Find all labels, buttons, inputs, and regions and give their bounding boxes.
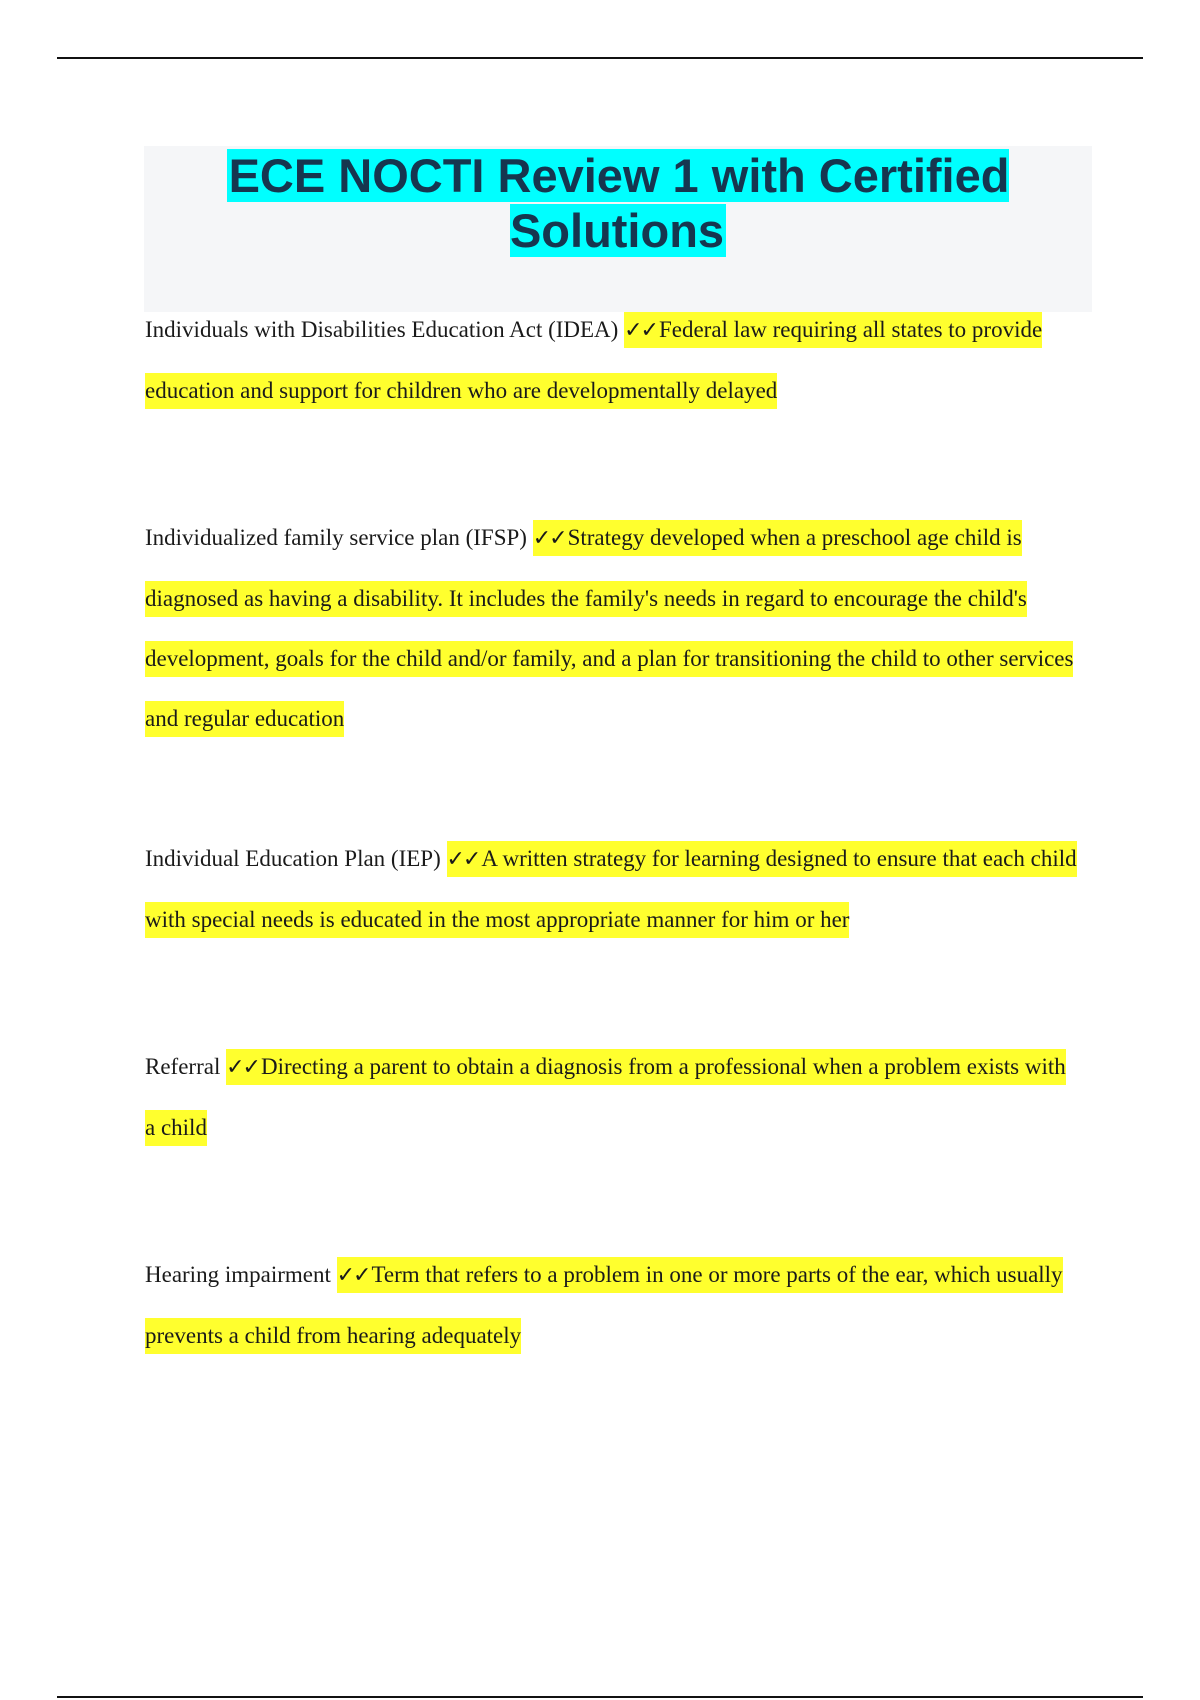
double-check-icon: ✓✓ [624,318,657,343]
entry-definition: Term that refers to a problem in one or more parts of the ear, which usually prevents a child from hearing adequately [145,1262,1063,1348]
entry-answer [145,1049,1066,1146]
title-block [144,146,1092,312]
entry-definition: Federal law requiring all states to provide education and support for children who are developmentally delayed [145,317,1043,403]
top-rule [57,57,1143,59]
title-highlight: ECE NOCTI Review 1 with Certified Solutions [228,149,1010,257]
entry-definition: Strategy developed when a preschool age child is diagnosed as having a disability. It includes the family's needs in regard to encourage the child's development, goals for the child and/or family, and a plan for transitioning the child to other services and regular education [145,525,1074,731]
entry-idea [145,300,1080,421]
entry-answer [145,520,1073,737]
double-check-icon: ✓✓ [532,526,566,551]
double-check-icon: ✓✓ [336,1263,370,1288]
entry-term: Individualized family service plan (IFSP) [145,525,533,550]
entry-term: Individual Education Plan (IEP) [145,846,447,871]
double-check-icon: ✓✓ [446,847,480,872]
entry-referral [145,1037,1080,1158]
entry-iep [145,829,1080,950]
entry-definition: Directing a parent to obtain a diagnosis from a professional when a problem exists with a child [145,1054,1066,1140]
double-check-icon: ✓✓ [226,1055,259,1080]
entry-term: Hearing impairment [145,1262,337,1287]
entry-ifsp [145,508,1080,749]
entry-hearing-impairment [145,1245,1080,1366]
bottom-rule [57,1696,1143,1698]
document-title [144,146,1092,258]
entry-term: Referral [145,1054,227,1079]
entry-definition: A written strategy for learning designed to ensure that each child with special needs is educated in the most appropriate manner for him or her [145,846,1077,932]
entry-term: Individuals with Disabilities Education Act (IDEA) [145,317,625,342]
